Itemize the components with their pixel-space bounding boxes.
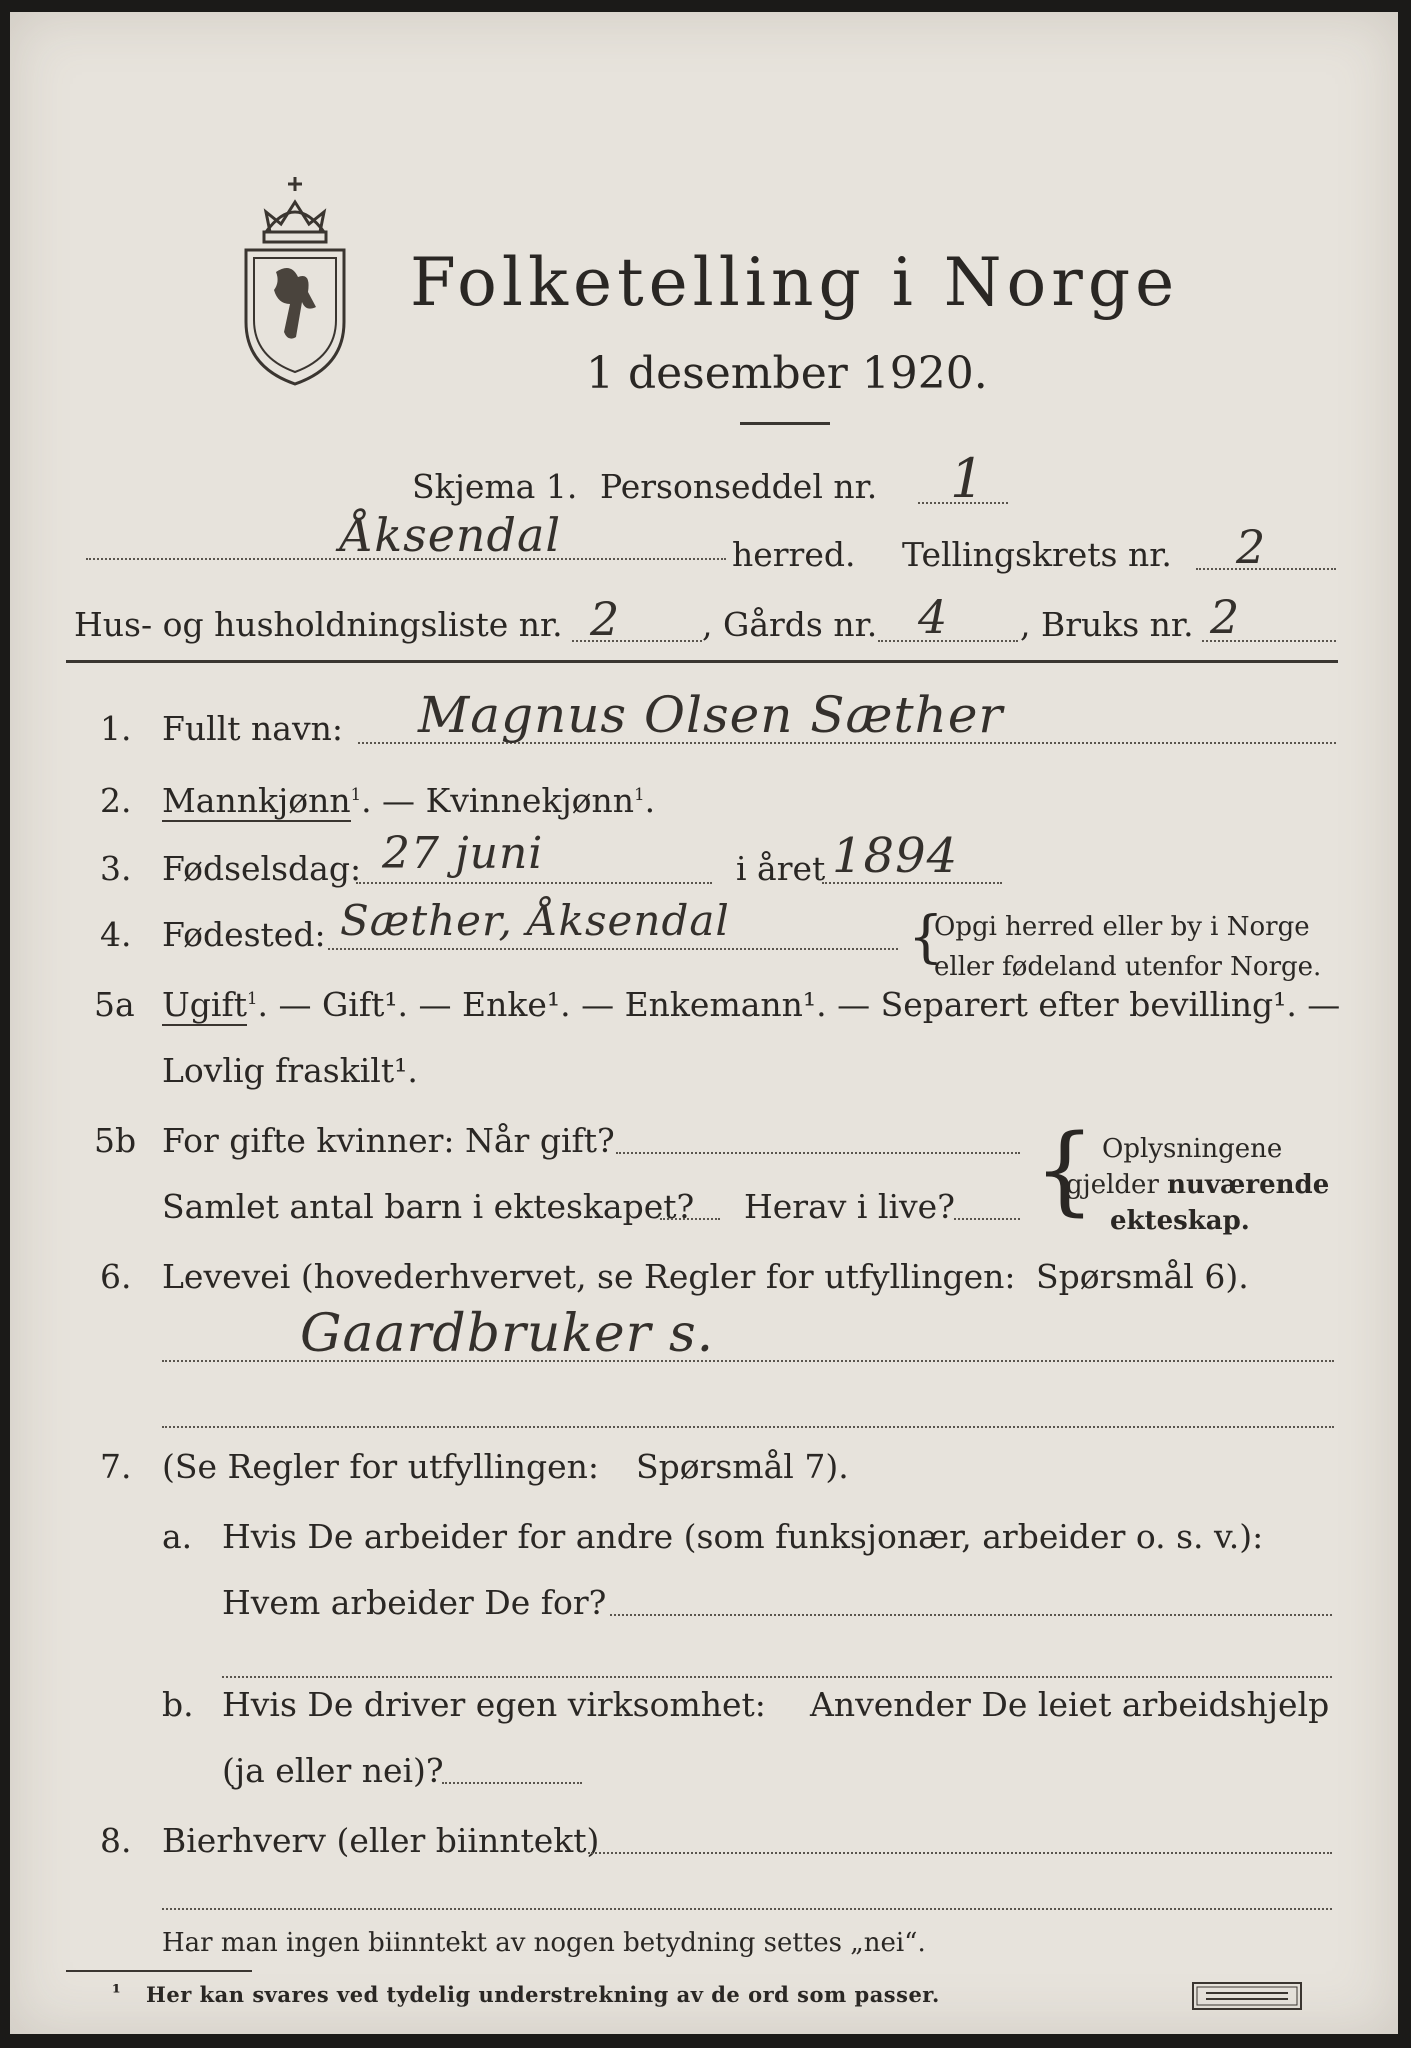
census-form-page [10, 12, 1398, 2034]
q5b-note-2b: nuværende [1167, 1170, 1330, 1200]
footnote-mark: ¹ [112, 1980, 121, 2004]
q5b-note-3: ekteskap. [1110, 1206, 1250, 1236]
bruks-label: , Bruks nr. [1020, 605, 1194, 644]
q7a-question: Hvem arbeider De for? [222, 1583, 607, 1622]
q5b-line2: Samlet antal barn i ekteskapet? [162, 1187, 695, 1226]
herred-value: Åksendal [340, 508, 562, 562]
tellingskrets-label: Tellingskrets nr. [902, 535, 1172, 574]
q6-ref: Spørsmål 6). [1036, 1257, 1249, 1296]
q7-number: 7. [100, 1447, 132, 1486]
q5a-rest: . — Gift¹. — Enke¹. — Enkemann¹. — Separert efter bevilling¹. — [257, 985, 1341, 1024]
q4-brace: { [908, 905, 944, 970]
skjema-label: Skjema 1. [412, 467, 578, 506]
footnote-rule [66, 1970, 252, 1972]
header-rule [66, 660, 1338, 663]
q7-label: (Se Regler for utfyllingen: [162, 1447, 600, 1486]
bruks-value: 2 [1210, 590, 1241, 644]
q8-label: Bierhverv (eller biinntekt) [162, 1821, 600, 1860]
printer-stamp-icon [1192, 1982, 1302, 2010]
q5b-number: 5b [94, 1121, 137, 1160]
q7a-line-1 [610, 1614, 1332, 1616]
q2-male: Mannkjønn [162, 781, 351, 820]
husliste-label: Hus- og husholdningsliste nr. [74, 605, 563, 644]
q4-line [328, 948, 898, 950]
q2-end: . [644, 781, 656, 820]
q6-occupation: Gaardbruker s. [300, 1304, 715, 1364]
q7-ref: Spørsmål 7). [636, 1447, 849, 1486]
gards-label: , Gårds nr. [702, 605, 878, 644]
q8-number: 8. [100, 1821, 132, 1860]
q6-number: 6. [100, 1257, 132, 1296]
q5b-barn-line [660, 1218, 720, 1220]
q6-line-1 [162, 1360, 1334, 1362]
q2-number: 2. [100, 781, 132, 820]
coat-of-arms-icon [236, 172, 354, 390]
q3-birth-day: 27 juni [382, 828, 544, 879]
q5a-number: 5a [94, 985, 135, 1024]
census-date: 1 desember 1920. [586, 348, 988, 399]
q7a-line-2 [222, 1676, 1332, 1678]
q5b-note-1: Oplysningene [1102, 1134, 1283, 1164]
herred-label: herred. [732, 535, 856, 574]
q5a-options: Ugift$^1$. — Gift¹. — Enke¹. — Enkemann¹. — Separert efter bevilling¹. — [162, 985, 1341, 1024]
q4-number: 4. [100, 915, 132, 954]
q4-birthplace: Sæther, Åksendal [340, 896, 730, 945]
gards-value: 4 [918, 590, 949, 644]
q1-number: 1. [100, 709, 132, 748]
q5b-note-2a: gjelder [1066, 1170, 1168, 1200]
q5b-note-2 [1066, 1172, 1329, 1198]
q2-female: Kvinnekjønn [425, 781, 635, 820]
q3-birth-year: 1894 [832, 828, 959, 884]
q7a-letter: a. [162, 1517, 193, 1556]
q3-label: Fødselsdag: [162, 849, 362, 888]
q3-year-label: i året [736, 849, 826, 888]
personseddel-label: Personseddel nr. [600, 467, 878, 506]
husliste-value: 2 [590, 592, 621, 646]
q1-full-name: Magnus Olsen Sæther [418, 686, 1004, 744]
q8-line-1 [588, 1852, 1332, 1854]
gards-line [878, 640, 1018, 642]
tellingskrets-value: 2 [1236, 520, 1267, 574]
personseddel-value: 1 [950, 447, 986, 510]
q5b-brace: { [1034, 1114, 1096, 1226]
q5a-line2: Lovlig fraskilt¹. [162, 1051, 418, 1090]
q4-note-2: eller fødeland utenfor Norge. [934, 952, 1322, 982]
q2-separator: . — [361, 781, 426, 820]
q7b-question: (ja eller nei)? [222, 1751, 444, 1790]
q5b-herav: Herav i live? [744, 1187, 955, 1226]
q3-day-line [356, 882, 712, 884]
form-title: Folketelling i Norge [410, 244, 1180, 321]
q2-options: Mannkjønn$^1$. — Kvinnekjønn$^1$. [162, 781, 656, 820]
q4-note-1: Opgi herred eller by i Norge [934, 912, 1310, 942]
q6-label: Levevei (hovederhvervet, se Regler for utfyllingen: [162, 1257, 1016, 1296]
nei-instruction: Har man ingen biinntekt av nogen betydning settes „nei“. [162, 1928, 926, 1958]
q3-number: 3. [100, 849, 132, 888]
q4-label: Fødested: [162, 915, 326, 954]
q7b-text: Hvis De driver egen virksomhet: [222, 1685, 766, 1724]
q6-line-2 [162, 1426, 1334, 1428]
footnote-text: Her kan svares ved tydelig understrekning av de ord som passer. [146, 1982, 940, 2007]
q8-line-2 [162, 1908, 1332, 1910]
title-divider [740, 422, 830, 425]
q5b-line1: For gifte kvinner: Når gift? [162, 1121, 615, 1160]
q7b-line [442, 1782, 582, 1784]
q7b-text-2: Anvender De leiet arbeidshjelp [810, 1685, 1330, 1724]
q5b-herav-line [954, 1218, 1020, 1220]
q7b-letter: b. [162, 1685, 194, 1724]
q1-label: Fullt navn: [162, 709, 343, 748]
q5a-ugift: Ugift [162, 985, 247, 1024]
q7a-text: Hvis De arbeider for andre (som funksjonær, arbeider o. s. v.): [222, 1517, 1264, 1556]
q5b-gift-line [616, 1152, 1020, 1154]
